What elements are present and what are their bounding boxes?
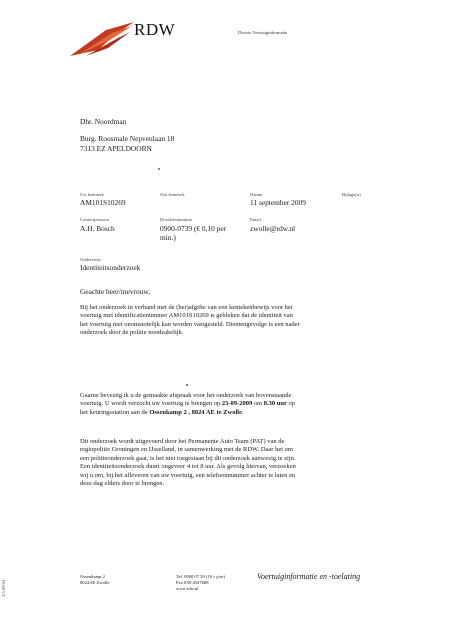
paragraph-2-line: Gaarne bevestig ik u de gemaakte afspraak voor het onderzoek van bovenstaande [80, 392, 292, 399]
paragraph-2-line [80, 400, 402, 408]
subject-value: Identiteitsonderzoek [80, 263, 141, 272]
your-reference-value: AM101S10269 [80, 198, 126, 207]
paragraph-3-line: Een identiteitsonderzoek duurt ongeveer 4 tot 8 uur. Als gevolg hiervan, verzoeken [80, 463, 296, 471]
paragraph-3-line: wij u om, bij het afleveren van uw voertuig, een telefoonnummer achter te laten en [80, 471, 296, 479]
footer-website: www.rdw.nl [176, 586, 199, 591]
appointment-location: Ossenkamp 2 , 8024 AE te Zwolle [149, 408, 242, 416]
phone-value-line1: 0900-0739 (€ 0,10 per [160, 224, 227, 233]
recipient-street: Burg. Roosmale Nepveulaan 18 [80, 134, 175, 143]
brand-name: RDW [134, 20, 176, 39]
footer-slogan: Voertuiginformatie en -toelating [257, 572, 361, 581]
paragraph-3-line: een politieonderzoek gaat, is het niet toegestaan bij dit onderzoek aanwezig te zijn. [80, 454, 296, 462]
contact-label: Contactpersoon [80, 217, 109, 222]
recipient-name-block [80, 117, 126, 127]
attachments-label: Bijlage(n) [342, 192, 361, 197]
footer-address-street: Ossenkamp 2 [80, 574, 105, 579]
paragraph-1-line: onderzoek door de politie noodzakelijk. [80, 329, 184, 337]
email-value: zwolle@rdw.nl [250, 224, 296, 233]
side-print-code: 2/5 09/04 [1, 579, 6, 597]
paragraph-1-line: het voertuig niet onomstotelijk kan worden vastgesteld. Dientengevolge is een nader [80, 320, 300, 328]
text-run: op [286, 400, 296, 408]
phone-label: Doorkiesnummer [160, 217, 193, 222]
footer-address [80, 574, 109, 586]
paragraph-1 [80, 304, 402, 338]
phone-value-line2: min.) [160, 233, 176, 242]
scan-speck [158, 168, 160, 170]
email-label: Email [250, 217, 261, 222]
appointment-date: 23-09-2009 [221, 400, 253, 408]
your-reference-label: Uw kenmerk [80, 192, 104, 197]
date-value: 11 september 2009 [250, 198, 306, 207]
recipient-city: 7313 EZ APELDOORN [80, 143, 152, 153]
paragraph-3 [80, 438, 402, 488]
text-run: . [241, 408, 244, 416]
paragraph-3-line: regiopolitie Groningen en IJsselland, in samenwerking met de RDW. Daar het om [80, 446, 293, 454]
scan-speck [186, 384, 188, 386]
recipient-address [80, 134, 174, 153]
paragraph-3-line: deze dag elders door te brengen. [80, 480, 165, 488]
paragraph-2 [80, 392, 402, 417]
footer-fax: Fax 038-4547688 [176, 580, 209, 585]
paragraph-1-line: voertuig met identificatienummer AM101S10269 is gebleken dat de identiteit van [80, 312, 293, 320]
footer-contact [176, 574, 225, 592]
paragraph-2-line [80, 409, 402, 417]
salutation: Geachte heer/mevrouw, [80, 287, 151, 296]
text-run: om [252, 400, 264, 408]
footer-phone: Tel. 0900 07 39 (10 c p/m) [176, 574, 226, 579]
paragraph-3-line: Dit onderzoek wordt uitgevoerd door het Permanente Auto Team (PAT) van de [80, 438, 285, 445]
paragraph-1-line: Bij het onderzoek in verband met de (her)afgifte van een kentekenbewijs voor het [80, 304, 293, 311]
text-run: het keuringsstation aan de [80, 408, 150, 416]
appointment-time: 8.30 uur [263, 400, 287, 408]
text-run: voertuig. U wordt verzocht uw voertuig te brengen op [80, 400, 222, 408]
date-label: Datum [250, 192, 263, 197]
division-name: Divisie Voertuiginformatie [238, 30, 288, 35]
recipient-name: Dhr. Noordman [80, 117, 127, 126]
footer-address-city: 8024AE Zwolle [80, 580, 110, 585]
our-reference-label: Ons kenmerk [160, 192, 185, 197]
contact-value: A.H. Bosch [80, 224, 115, 233]
subject-label: Onderwerp [80, 257, 101, 262]
